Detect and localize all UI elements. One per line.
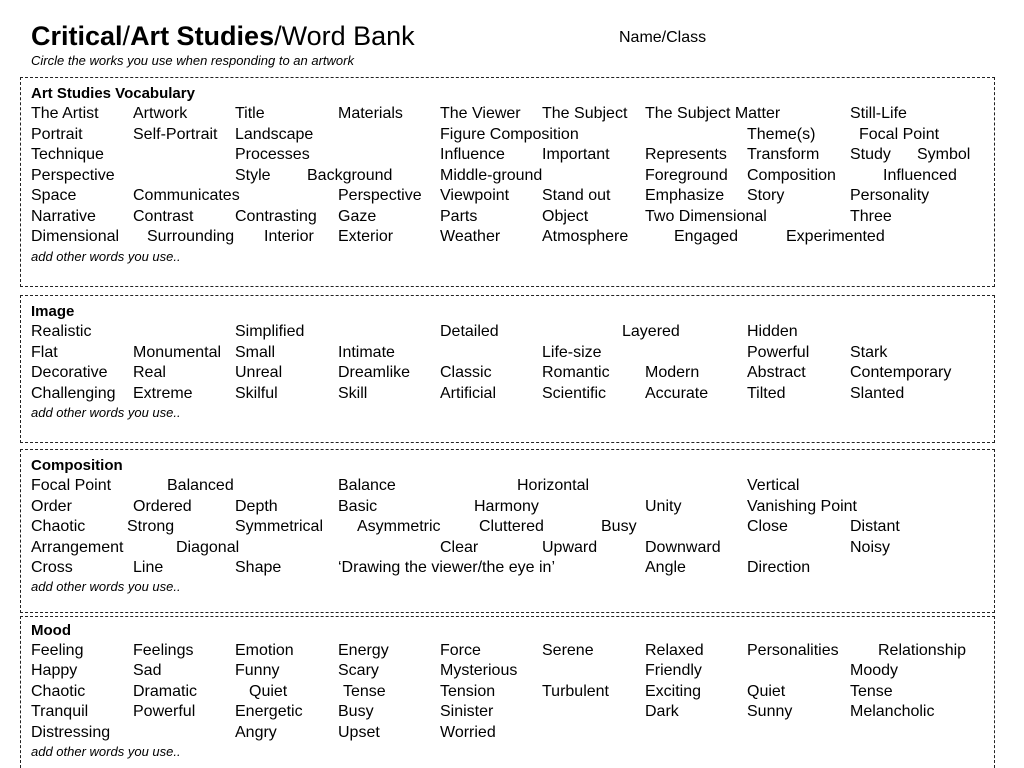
word[interactable]: Friendly bbox=[645, 662, 702, 679]
word[interactable]: Dramatic bbox=[133, 683, 198, 700]
word[interactable]: Real bbox=[133, 364, 166, 381]
word[interactable]: Distressing bbox=[31, 724, 111, 741]
word[interactable]: Feelings bbox=[133, 642, 194, 659]
word-row bbox=[21, 497, 994, 517]
word[interactable]: ‘Drawing the viewer/the eye in’ bbox=[338, 559, 555, 576]
word-row bbox=[21, 538, 994, 558]
word[interactable]: Quiet bbox=[249, 683, 288, 700]
word-row bbox=[21, 384, 994, 404]
word[interactable]: Distant bbox=[850, 518, 900, 535]
word[interactable]: Turbulent bbox=[542, 683, 609, 700]
word-row bbox=[21, 476, 994, 496]
word-row bbox=[21, 661, 994, 681]
word[interactable]: Experimented bbox=[786, 228, 885, 245]
word-row bbox=[21, 104, 994, 124]
word[interactable]: Cross bbox=[31, 559, 73, 576]
word[interactable]: Close bbox=[747, 518, 788, 535]
word[interactable]: Focal Point bbox=[859, 126, 940, 143]
word[interactable]: Still-Life bbox=[850, 105, 907, 122]
word[interactable]: Shape bbox=[235, 559, 282, 576]
word[interactable]: Foreground bbox=[645, 167, 728, 184]
word[interactable]: Contrast bbox=[133, 208, 194, 225]
page-subtitle: Circle the works you use when responding to an artwork bbox=[31, 53, 354, 68]
word[interactable]: Communicates bbox=[133, 187, 240, 204]
word[interactable]: Sinister bbox=[440, 703, 494, 720]
word[interactable]: Exciting bbox=[645, 683, 702, 700]
word[interactable]: Slanted bbox=[850, 385, 905, 402]
word[interactable]: Angle bbox=[645, 559, 686, 576]
word[interactable]: Stark bbox=[850, 344, 888, 361]
word[interactable]: Clear bbox=[440, 539, 479, 556]
word[interactable]: Story bbox=[747, 187, 785, 204]
word[interactable]: Middle-ground bbox=[440, 167, 543, 184]
word[interactable]: Influence bbox=[440, 146, 505, 163]
word[interactable]: Classic bbox=[440, 364, 492, 381]
section-heading: Mood bbox=[31, 622, 71, 639]
word[interactable]: Stand out bbox=[542, 187, 611, 204]
word[interactable]: Processes bbox=[235, 146, 310, 163]
composition-section bbox=[20, 449, 995, 613]
word[interactable]: Dark bbox=[645, 703, 679, 720]
word[interactable]: Viewpoint bbox=[440, 187, 510, 204]
word[interactable]: Ordered bbox=[133, 498, 192, 515]
word[interactable]: Worried bbox=[440, 724, 496, 741]
word-row bbox=[21, 207, 994, 227]
word-row bbox=[21, 558, 994, 578]
section-heading: Art Studies Vocabulary bbox=[31, 85, 195, 102]
name-class-label: Name/Class bbox=[619, 29, 707, 46]
word[interactable]: Figure Composition bbox=[440, 126, 579, 143]
word[interactable]: Space bbox=[31, 187, 77, 204]
word[interactable]: Direction bbox=[747, 559, 811, 576]
word-row bbox=[21, 702, 994, 722]
word[interactable]: Tense bbox=[343, 683, 386, 700]
word[interactable]: Scary bbox=[338, 662, 379, 679]
word[interactable]: Energetic bbox=[235, 703, 303, 720]
word[interactable]: Tranquil bbox=[31, 703, 89, 720]
add-words-note: add other words you use.. bbox=[31, 405, 181, 420]
word[interactable]: Extreme bbox=[133, 385, 193, 402]
word[interactable]: Flat bbox=[31, 344, 58, 361]
word[interactable]: Symbol bbox=[917, 146, 971, 163]
word-row bbox=[21, 322, 994, 342]
word[interactable]: Cluttered bbox=[479, 518, 544, 535]
word-row bbox=[21, 723, 994, 743]
word[interactable]: Portrait bbox=[31, 126, 83, 143]
word[interactable]: Narrative bbox=[31, 208, 96, 225]
word[interactable]: Surrounding bbox=[147, 228, 235, 245]
word[interactable]: Interior bbox=[264, 228, 314, 245]
word[interactable]: Title bbox=[235, 105, 265, 122]
word[interactable]: Emphasize bbox=[645, 187, 725, 204]
word[interactable]: Asymmetric bbox=[357, 518, 441, 535]
word[interactable]: Hidden bbox=[747, 323, 798, 340]
word[interactable]: Study bbox=[850, 146, 891, 163]
word[interactable]: Modern bbox=[645, 364, 700, 381]
image-section bbox=[20, 295, 995, 443]
word-row bbox=[21, 641, 994, 661]
word[interactable]: Powerful bbox=[747, 344, 810, 361]
word[interactable]: Artwork bbox=[133, 105, 188, 122]
word[interactable]: Sunny bbox=[747, 703, 793, 720]
word[interactable]: Perspective bbox=[338, 187, 422, 204]
word[interactable]: Serene bbox=[542, 642, 594, 659]
word[interactable]: The Artist bbox=[31, 105, 99, 122]
word[interactable]: Atmosphere bbox=[542, 228, 629, 245]
word[interactable]: Challenging bbox=[31, 385, 116, 402]
word[interactable]: Perspective bbox=[31, 167, 115, 184]
word[interactable]: Important bbox=[542, 146, 610, 163]
word[interactable]: Harmony bbox=[474, 498, 539, 515]
word[interactable]: Moody bbox=[850, 662, 899, 679]
word[interactable]: Exterior bbox=[338, 228, 394, 245]
word[interactable]: Artificial bbox=[440, 385, 497, 402]
word-row bbox=[21, 125, 994, 145]
word[interactable]: Realistic bbox=[31, 323, 92, 340]
add-words-note: add other words you use.. bbox=[31, 579, 181, 594]
word-row bbox=[21, 166, 994, 186]
word[interactable]: Happy bbox=[31, 662, 78, 679]
word[interactable]: Unity bbox=[645, 498, 682, 515]
word[interactable]: Busy bbox=[601, 518, 637, 535]
word[interactable]: Engaged bbox=[674, 228, 739, 245]
word[interactable]: Powerful bbox=[133, 703, 196, 720]
title-art-studies: Art Studies bbox=[130, 21, 275, 51]
word[interactable]: Theme(s) bbox=[747, 126, 816, 143]
word[interactable]: Technique bbox=[31, 146, 104, 163]
word[interactable]: Parts bbox=[440, 208, 478, 225]
word[interactable]: Skilful bbox=[235, 385, 278, 402]
word-row bbox=[21, 186, 994, 206]
word[interactable]: The Viewer bbox=[440, 105, 521, 122]
word-row bbox=[21, 145, 994, 165]
word[interactable]: Dimensional bbox=[31, 228, 120, 245]
word[interactable]: Mysterious bbox=[440, 662, 518, 679]
word[interactable]: Personalities bbox=[747, 642, 839, 659]
word[interactable]: Life-size bbox=[542, 344, 602, 361]
word[interactable]: Contemporary bbox=[850, 364, 952, 381]
word[interactable]: Focal Point bbox=[31, 477, 112, 494]
add-words-note: add other words you use.. bbox=[31, 249, 181, 264]
word[interactable]: Object bbox=[542, 208, 589, 225]
word[interactable]: Landscape bbox=[235, 126, 314, 143]
word-row bbox=[21, 682, 994, 702]
word[interactable]: Influenced bbox=[883, 167, 957, 184]
word[interactable]: Noisy bbox=[850, 539, 891, 556]
word[interactable]: Composition bbox=[747, 167, 836, 184]
word[interactable]: Upward bbox=[542, 539, 598, 556]
word[interactable]: Scientific bbox=[542, 385, 607, 402]
word[interactable]: Strong bbox=[127, 518, 175, 535]
word-row bbox=[21, 517, 994, 537]
word-row bbox=[21, 343, 994, 363]
section-heading: Composition bbox=[31, 457, 123, 474]
word[interactable]: Emotion bbox=[235, 642, 294, 659]
word[interactable]: Tense bbox=[850, 683, 893, 700]
word[interactable]: Relationship bbox=[878, 642, 967, 659]
word[interactable]: The Subject Matter bbox=[645, 105, 781, 122]
word[interactable]: Layered bbox=[622, 323, 680, 340]
word[interactable]: Depth bbox=[235, 498, 278, 515]
word[interactable]: Weather bbox=[440, 228, 501, 245]
word[interactable]: Small bbox=[235, 344, 276, 361]
word-row bbox=[21, 363, 994, 383]
word[interactable]: Horizontal bbox=[517, 477, 590, 494]
word[interactable]: The Subject bbox=[542, 105, 628, 122]
word[interactable]: Diagonal bbox=[176, 539, 240, 556]
word[interactable]: Busy bbox=[338, 703, 374, 720]
word[interactable]: Tension bbox=[440, 683, 496, 700]
word[interactable]: Chaotic bbox=[31, 683, 86, 700]
title-slash: / bbox=[122, 21, 131, 51]
word[interactable]: Monumental bbox=[133, 344, 222, 361]
word[interactable]: Intimate bbox=[338, 344, 395, 361]
word[interactable]: Detailed bbox=[440, 323, 499, 340]
word[interactable]: Angry bbox=[235, 724, 277, 741]
word[interactable]: Self-Portrait bbox=[133, 126, 218, 143]
word[interactable]: Two Dimensional bbox=[645, 208, 767, 225]
word[interactable]: Chaotic bbox=[31, 518, 86, 535]
word[interactable]: Contrasting bbox=[235, 208, 317, 225]
add-words-note: add other words you use.. bbox=[31, 744, 181, 759]
word[interactable]: Three bbox=[850, 208, 892, 225]
word[interactable]: Basic bbox=[338, 498, 378, 515]
word[interactable]: Relaxed bbox=[645, 642, 704, 659]
word[interactable]: Symmetrical bbox=[235, 518, 324, 535]
word[interactable]: Represents bbox=[645, 146, 727, 163]
title-critical: Critical bbox=[31, 21, 123, 51]
word[interactable]: Balance bbox=[338, 477, 396, 494]
word[interactable]: Sad bbox=[133, 662, 162, 679]
word[interactable]: Transform bbox=[747, 146, 820, 163]
word[interactable]: Skill bbox=[338, 385, 368, 402]
vocabulary-section bbox=[20, 77, 995, 287]
word[interactable]: Vanishing Point bbox=[747, 498, 857, 515]
word[interactable]: Romantic bbox=[542, 364, 610, 381]
word[interactable]: Energy bbox=[338, 642, 389, 659]
word[interactable]: Personality bbox=[850, 187, 930, 204]
word[interactable]: Upset bbox=[338, 724, 380, 741]
word-row bbox=[21, 227, 994, 247]
word[interactable]: Line bbox=[133, 559, 164, 576]
word[interactable]: Feeling bbox=[31, 642, 84, 659]
word[interactable]: Gaze bbox=[338, 208, 377, 225]
word[interactable]: Quiet bbox=[747, 683, 786, 700]
word[interactable]: Abstract bbox=[747, 364, 806, 381]
word[interactable]: Decorative bbox=[31, 364, 108, 381]
mood-section bbox=[20, 616, 995, 768]
page-title bbox=[31, 19, 415, 53]
word[interactable]: Arrangement bbox=[31, 539, 124, 556]
word[interactable]: Melancholic bbox=[850, 703, 935, 720]
word[interactable]: Style bbox=[235, 167, 271, 184]
word[interactable]: Tilted bbox=[747, 385, 786, 402]
word[interactable]: Vertical bbox=[747, 477, 800, 494]
title-word-bank: /Word Bank bbox=[274, 21, 415, 51]
word[interactable]: Simplified bbox=[235, 323, 305, 340]
word[interactable]: Accurate bbox=[645, 385, 709, 402]
word[interactable]: Order bbox=[31, 498, 72, 515]
section-heading: Image bbox=[31, 303, 75, 320]
word[interactable]: Force bbox=[440, 642, 481, 659]
word[interactable]: Background bbox=[307, 167, 393, 184]
word[interactable]: Materials bbox=[338, 105, 403, 122]
word[interactable]: Downward bbox=[645, 539, 721, 556]
word[interactable]: Unreal bbox=[235, 364, 283, 381]
word[interactable]: Dreamlike bbox=[338, 364, 411, 381]
word[interactable]: Funny bbox=[235, 662, 280, 679]
word[interactable]: Balanced bbox=[167, 477, 234, 494]
